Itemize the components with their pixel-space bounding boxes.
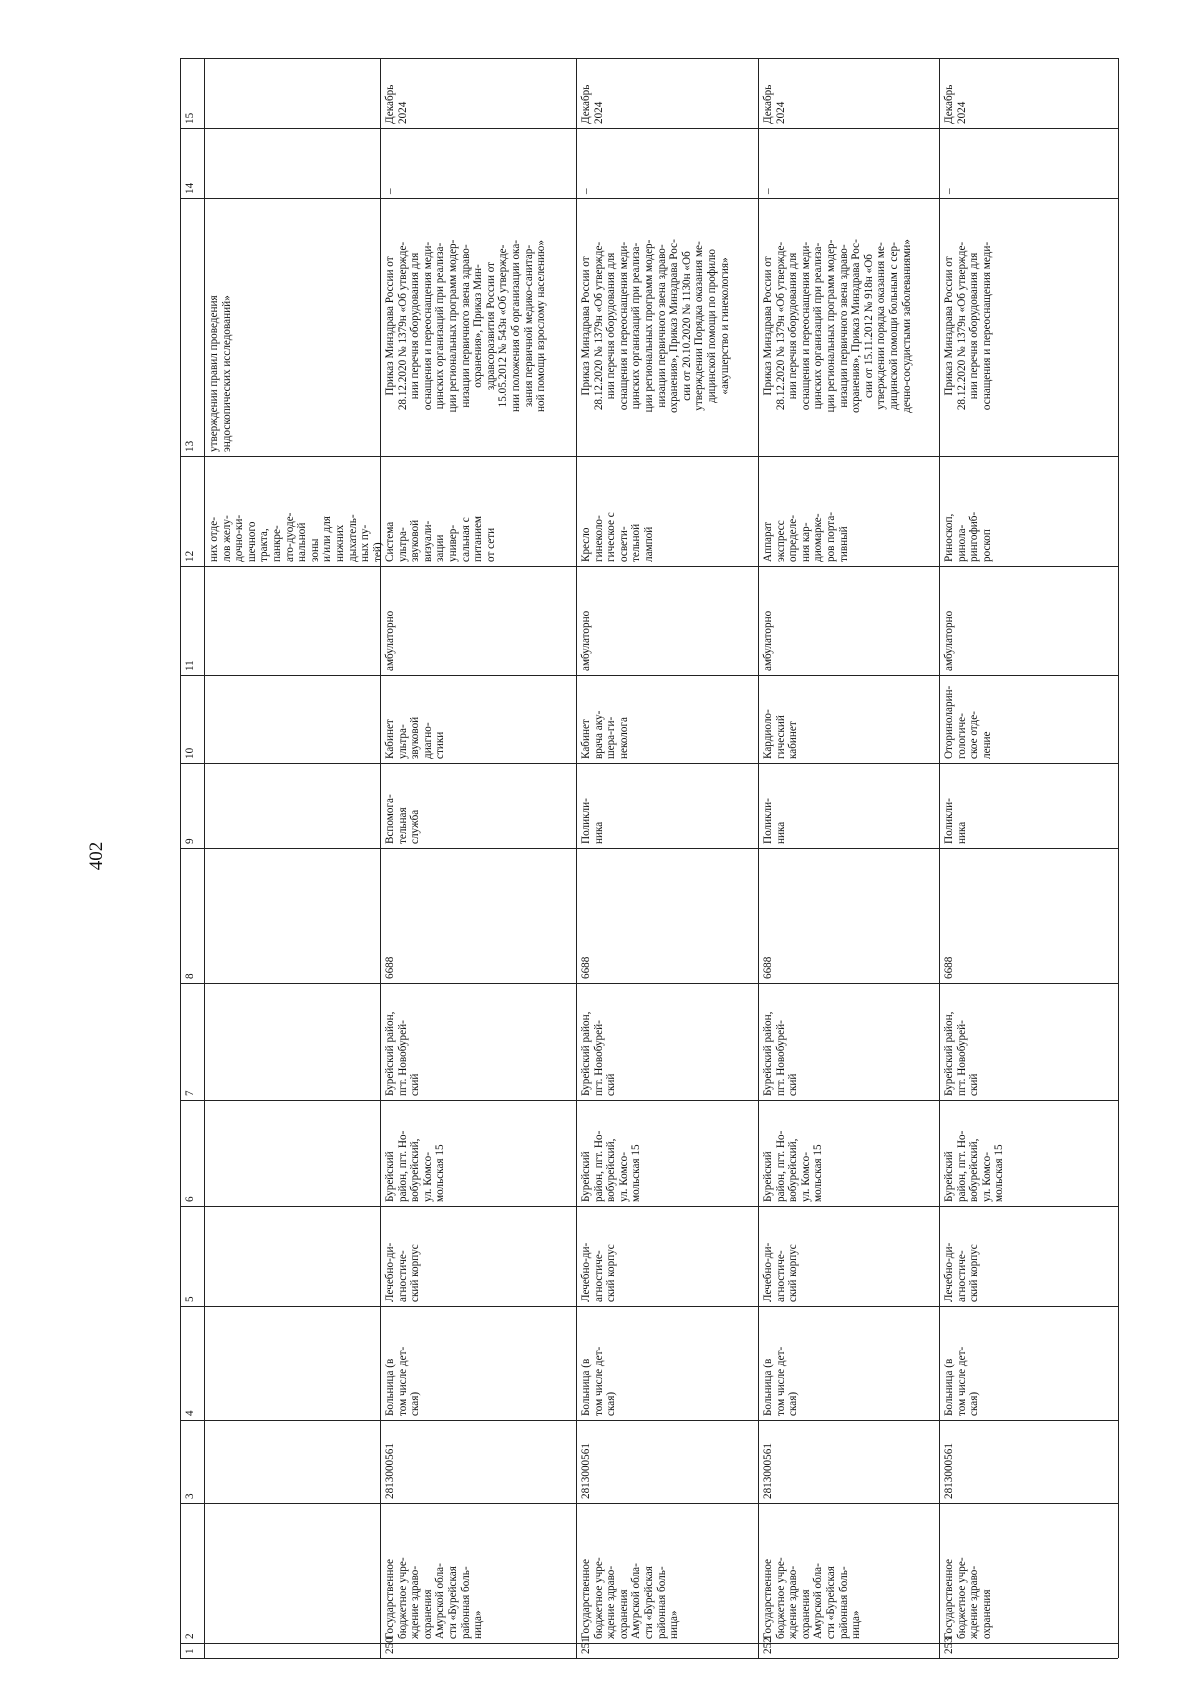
row-253-c14 [941,130,1116,196]
row-251-c10 [578,677,756,761]
row-253-c6 [941,1102,1116,1204]
header-col-8 [182,850,202,981]
header-col-11 [182,568,202,673]
grid-line-horizontal [180,1420,1118,1421]
row-252-c7-text: Бурейский район, пгт. Новобурей- ский [762,1011,800,1096]
header-col-9-text: 9 [184,838,196,844]
row-253-c3 [941,1422,1116,1501]
grid-line-horizontal [180,566,1118,567]
grid-line-vertical [576,58,577,1658]
row-252-c15-text: Декабрь 2024 [762,84,787,124]
row-250-c13 [382,200,574,454]
grid-line-vertical [180,58,181,1658]
row-251-c4-text: Больница (в том числе дет- ская) [580,1346,618,1416]
row-252-c5-text: Лечебно-ди- агностиче- ский корпус [762,1242,800,1302]
row-252-c10 [760,677,937,761]
row-250-c6 [382,1102,574,1204]
row-250-c1 [382,1637,574,1656]
grid-line-vertical [204,58,205,1658]
row-253-c4-text: Больница (в том числе дет- ская) [943,1346,981,1416]
row-252-c1-text: 252 [762,1637,774,1654]
row-250-c10-text: Кабинет ультра- звуковой диагно- стики [384,716,447,759]
row-253-c14-text: – [943,188,955,194]
row-252-c8 [760,850,937,981]
row-253-c8 [941,850,1116,981]
grid-line-horizontal [180,983,1118,984]
row-252-c9 [760,765,937,846]
row-252-c8-text: 6688 [762,956,774,979]
row-250-c12 [382,458,574,564]
header-col-14-text: 14 [184,182,196,194]
row-251-c6 [578,1102,756,1204]
row-250-c8-text: 6688 [384,956,396,979]
row-252-c13-text: Приказ Минздрава России от 28.12.2020 № 1379н «Об утвержде- нии перечня оборудования для оснащения и переоснащения меди- цинских организаций при реализа- ции региональных программ модер- низации первичного звена здраво- охранения», Приказ Минздрава Рос- сии от 15.11.2012 № 918н «Об утверждении порядка оказания ме- дицинской помощи больным с сер- дечно-сосудистыми заболеваниями» [762,239,913,413]
row-251-c10-text: Кабинет врача аку- шера-ги- неколога [580,710,630,759]
row-251-c9 [578,765,756,846]
row-251-c1 [578,1637,756,1656]
header-col-5 [182,1208,202,1304]
row-251-c11-text: амбулаторно [580,610,592,671]
row-253-c10-text: Оториноларин- гологиче- ское отде- ление [943,685,993,759]
header-col-6-text: 6 [184,1196,196,1202]
row-253-c7 [941,985,1116,1098]
continuation-cell-13 [206,200,378,454]
row-253-c11-text: амбулаторно [943,610,955,671]
row-252-c5 [760,1208,937,1304]
grid-line-horizontal [180,198,1118,199]
row-251-c14-text: – [580,188,592,194]
header-col-3 [182,1422,202,1501]
header-col-4-text: 4 [184,1410,196,1416]
rotated-table [180,58,1118,1658]
row-250-c11-text: амбулаторно [384,610,396,671]
row-250-c12-text: Система ультра- звуковой визуали- зации универ- сальная с питанием от сети [384,516,497,562]
row-250-c9-text: Вспомога- тельная служба [384,794,422,844]
row-251-c3-text: 2813000561 [580,1443,592,1499]
continuation-cell-12-text: них отде- лов желу- дочно-ки- шечного тракта, панкре- ато-дуоде- нальной зоны и/или для нижних дыхатель- ных пу- тей) [208,512,384,562]
header-col-2 [182,1505,202,1641]
row-253-c2-text: Государственное бюджетное учре- ждение здраво- охранения [943,1557,993,1639]
row-253-c12-text: Риноскоп, ринола- рингофиб- роскоп [943,511,993,562]
row-253-c6-text: Бурейский район, пгт. Но- вобурейский, ул. Комсо- мольская 15 [943,1130,1006,1202]
grid-line-vertical [1118,58,1119,1658]
row-250-c11 [382,568,574,673]
grid-line-vertical [758,58,759,1658]
row-252-c13 [760,200,937,454]
page-number: 402 [86,841,107,871]
row-252-c11 [760,568,937,673]
grid-line-horizontal [180,1643,1118,1644]
row-251-c7-text: Бурейский район, пгт. Новобурей- ский [580,1011,618,1096]
row-251-c8 [578,850,756,981]
row-250-c3 [382,1422,574,1501]
row-251-c7 [578,985,756,1098]
row-253-c9-text: Поликли- ника [943,798,968,844]
header-col-9 [182,765,202,846]
header-col-10 [182,677,202,761]
row-252-c6 [760,1102,937,1204]
grid-line-horizontal [180,675,1118,676]
row-252-c4-text: Больница (в том числе дет- ская) [762,1346,800,1416]
header-col-3-text: 3 [184,1493,196,1499]
row-250-c9 [382,765,574,846]
row-251-c12-text: Кресло гинеколо- гическое с освети- тельной лампой [580,512,655,562]
row-253-c9 [941,765,1116,846]
header-col-6 [182,1102,202,1204]
row-252-c11-text: амбулаторно [762,610,774,671]
row-251-c11 [578,568,756,673]
grid-line-horizontal [180,1100,1118,1101]
grid-line-vertical [939,58,940,1658]
row-252-c14 [760,130,937,196]
row-252-c1 [760,1637,937,1656]
row-253-c4 [941,1308,1116,1418]
row-250-c1-text: 250 [384,1637,396,1654]
header-col-2-text: 2 [184,1633,196,1639]
row-250-c4-text: Больница (в том числе дет- ская) [384,1346,422,1416]
row-251-c13 [578,200,756,454]
row-250-c14-text: – [384,188,396,194]
row-253-c5-text: Лечебно-ди- агностиче- ский корпус [943,1242,981,1302]
header-col-14 [182,130,202,196]
row-250-c15 [382,60,574,126]
row-251-c3 [578,1422,756,1501]
grid-line-horizontal [180,763,1118,764]
header-col-12-text: 12 [184,550,196,562]
grid-line-horizontal [180,128,1118,129]
grid-line-horizontal [180,58,1118,59]
row-251-c1-text: 251 [580,1637,592,1654]
grid-line-horizontal [180,1206,1118,1207]
row-252-c7 [760,985,937,1098]
header-col-7-text: 7 [184,1090,196,1096]
row-253-c3-text: 2813000561 [943,1443,955,1499]
row-250-c5-text: Лечебно-ди- агностиче- ский корпус [384,1242,422,1302]
grid-line-horizontal [180,1658,1118,1659]
grid-line-horizontal [180,1503,1118,1504]
row-250-c7-text: Бурейский район, пгт. Новобурей- ский [384,1011,422,1096]
row-252-c6-text: Бурейский район, пгт. Но- вобурейский, ул. Комсо- мольская 15 [762,1130,825,1202]
row-251-c4 [578,1308,756,1418]
row-253-c7-text: Бурейский район, пгт. Новобурей- ский [943,1011,981,1096]
grid-line-vertical [380,58,381,1658]
row-251-c9-text: Поликли- ника [580,798,605,844]
header-col-15 [182,60,202,126]
header-col-15-text: 15 [184,112,196,124]
row-253-c13 [941,200,1116,454]
row-252-c12 [760,458,937,564]
grid-line-horizontal [180,848,1118,849]
row-250-c8 [382,850,574,981]
row-250-c10 [382,677,574,761]
row-252-c2 [760,1505,937,1641]
row-252-c3-text: 2813000561 [762,1443,774,1499]
row-253-c10 [941,677,1116,761]
row-251-c8-text: 6688 [580,956,592,979]
row-253-c1-text: 253 [943,1637,955,1654]
row-251-c12 [578,458,756,564]
row-253-c15 [941,60,1116,126]
row-253-c8-text: 6688 [943,956,955,979]
row-253-c12 [941,458,1116,564]
row-252-c15 [760,60,937,126]
row-251-c15 [578,60,756,126]
row-251-c5 [578,1208,756,1304]
row-252-c4 [760,1308,937,1418]
header-col-5-text: 5 [184,1296,196,1302]
row-250-c4 [382,1308,574,1418]
row-252-c12-text: Аппарат экспресс определе- ния кар- диомарке- ров порта- тивный [762,511,850,562]
row-251-c2 [578,1505,756,1641]
header-col-8-text: 8 [184,973,196,979]
row-253-c5 [941,1208,1116,1304]
row-253-c15-text: Декабрь 2024 [943,84,968,124]
row-251-c15-text: Декабрь 2024 [580,84,605,124]
row-250-c2 [382,1505,574,1641]
row-252-c14-text: – [762,188,774,194]
header-col-13 [182,200,202,454]
header-col-4 [182,1308,202,1418]
row-250-c15-text: Декабрь 2024 [384,84,409,124]
row-251-c6-text: Бурейский район, пгт. Но- вобурейский, ул. Комсо- мольская 15 [580,1130,643,1202]
row-253-c2 [941,1505,1116,1641]
row-250-c2-text: Государственное бюджетное учре- ждение здраво- охранения Амурской обла- сти «Бурейская районная боль- ница» [384,1557,485,1639]
header-col-13-text: 13 [184,440,196,452]
header-col-1 [182,1645,202,1656]
header-col-7 [182,985,202,1098]
row-253-c1 [941,1637,1116,1656]
row-252-c3 [760,1422,937,1501]
row-250-c3-text: 2813000561 [384,1443,396,1499]
continuation-cell-12 [206,458,384,564]
grid-line-horizontal [180,456,1118,457]
row-253-c13-text: Приказ Минздрава России от 28.12.2020 № 1379н «Об утвержде- нии перечня оборудования для оснащения и переоснащения меди- [943,241,993,411]
row-253-c11 [941,568,1116,673]
continuation-cell-13-text: утверждении правил проведения эндоскопических исследований» [208,295,233,452]
header-col-1-text: 1 [184,1648,196,1654]
row-252-c10-text: Кардиоло- гический кабинет [762,709,800,759]
header-col-10-text: 10 [184,747,196,759]
row-250-c7 [382,985,574,1098]
row-250-c6-text: Бурейский район, пгт. Но- вобурейский, ул. Комсо- мольская 15 [384,1130,447,1202]
row-251-c13-text: Приказ Минздрава России от 28.12.2020 № 1379н «Об утвержде- нии перечня оборудования для оснащения и переоснащения меди- цинских организаций при реализа- ции региональных программ модер- низации первичного звена здраво- охранения», Приказ Минздрава Рос- сии от 20.10.2020 № 1130н «Об утверждении Порядка оказания ме- дицинской помощи по профилю «акушерство и гинекология» [580,239,731,413]
row-251-c2-text: Государственное бюджетное учре- ждение здраво- охранения Амурской обла- сти «Бурейская районная боль- ница» [580,1557,681,1639]
row-252-c2-text: Государственное бюджетное учре- ждение здраво- охранения Амурской обла- сти «Бурейская районная боль- ница» [762,1557,863,1639]
grid-line-horizontal [180,1306,1118,1307]
row-251-c5-text: Лечебно-ди- агностиче- ский корпус [580,1242,618,1302]
row-250-c14 [382,130,574,196]
row-252-c9-text: Поликли- ника [762,798,787,844]
row-251-c14 [578,130,756,196]
header-col-11-text: 11 [184,660,196,671]
row-250-c5 [382,1208,574,1304]
row-250-c13-text: Приказ Минздрава России от 28.12.2020 № 1379н «Об утвержде- нии перечня оборудования для оснащения и переоснащения меди- цинских организаций при реализа- ции региональных программ модер- низации первичного звена здраво- охранения», Приказ Мин- здравсоразвития России от 15.05.2012 № 543н «Об утвержде- нии положения об организации ока- зания первичной медико-санитар- ной помощи взрослому населению» [384,239,548,413]
header-col-12 [182,458,202,564]
